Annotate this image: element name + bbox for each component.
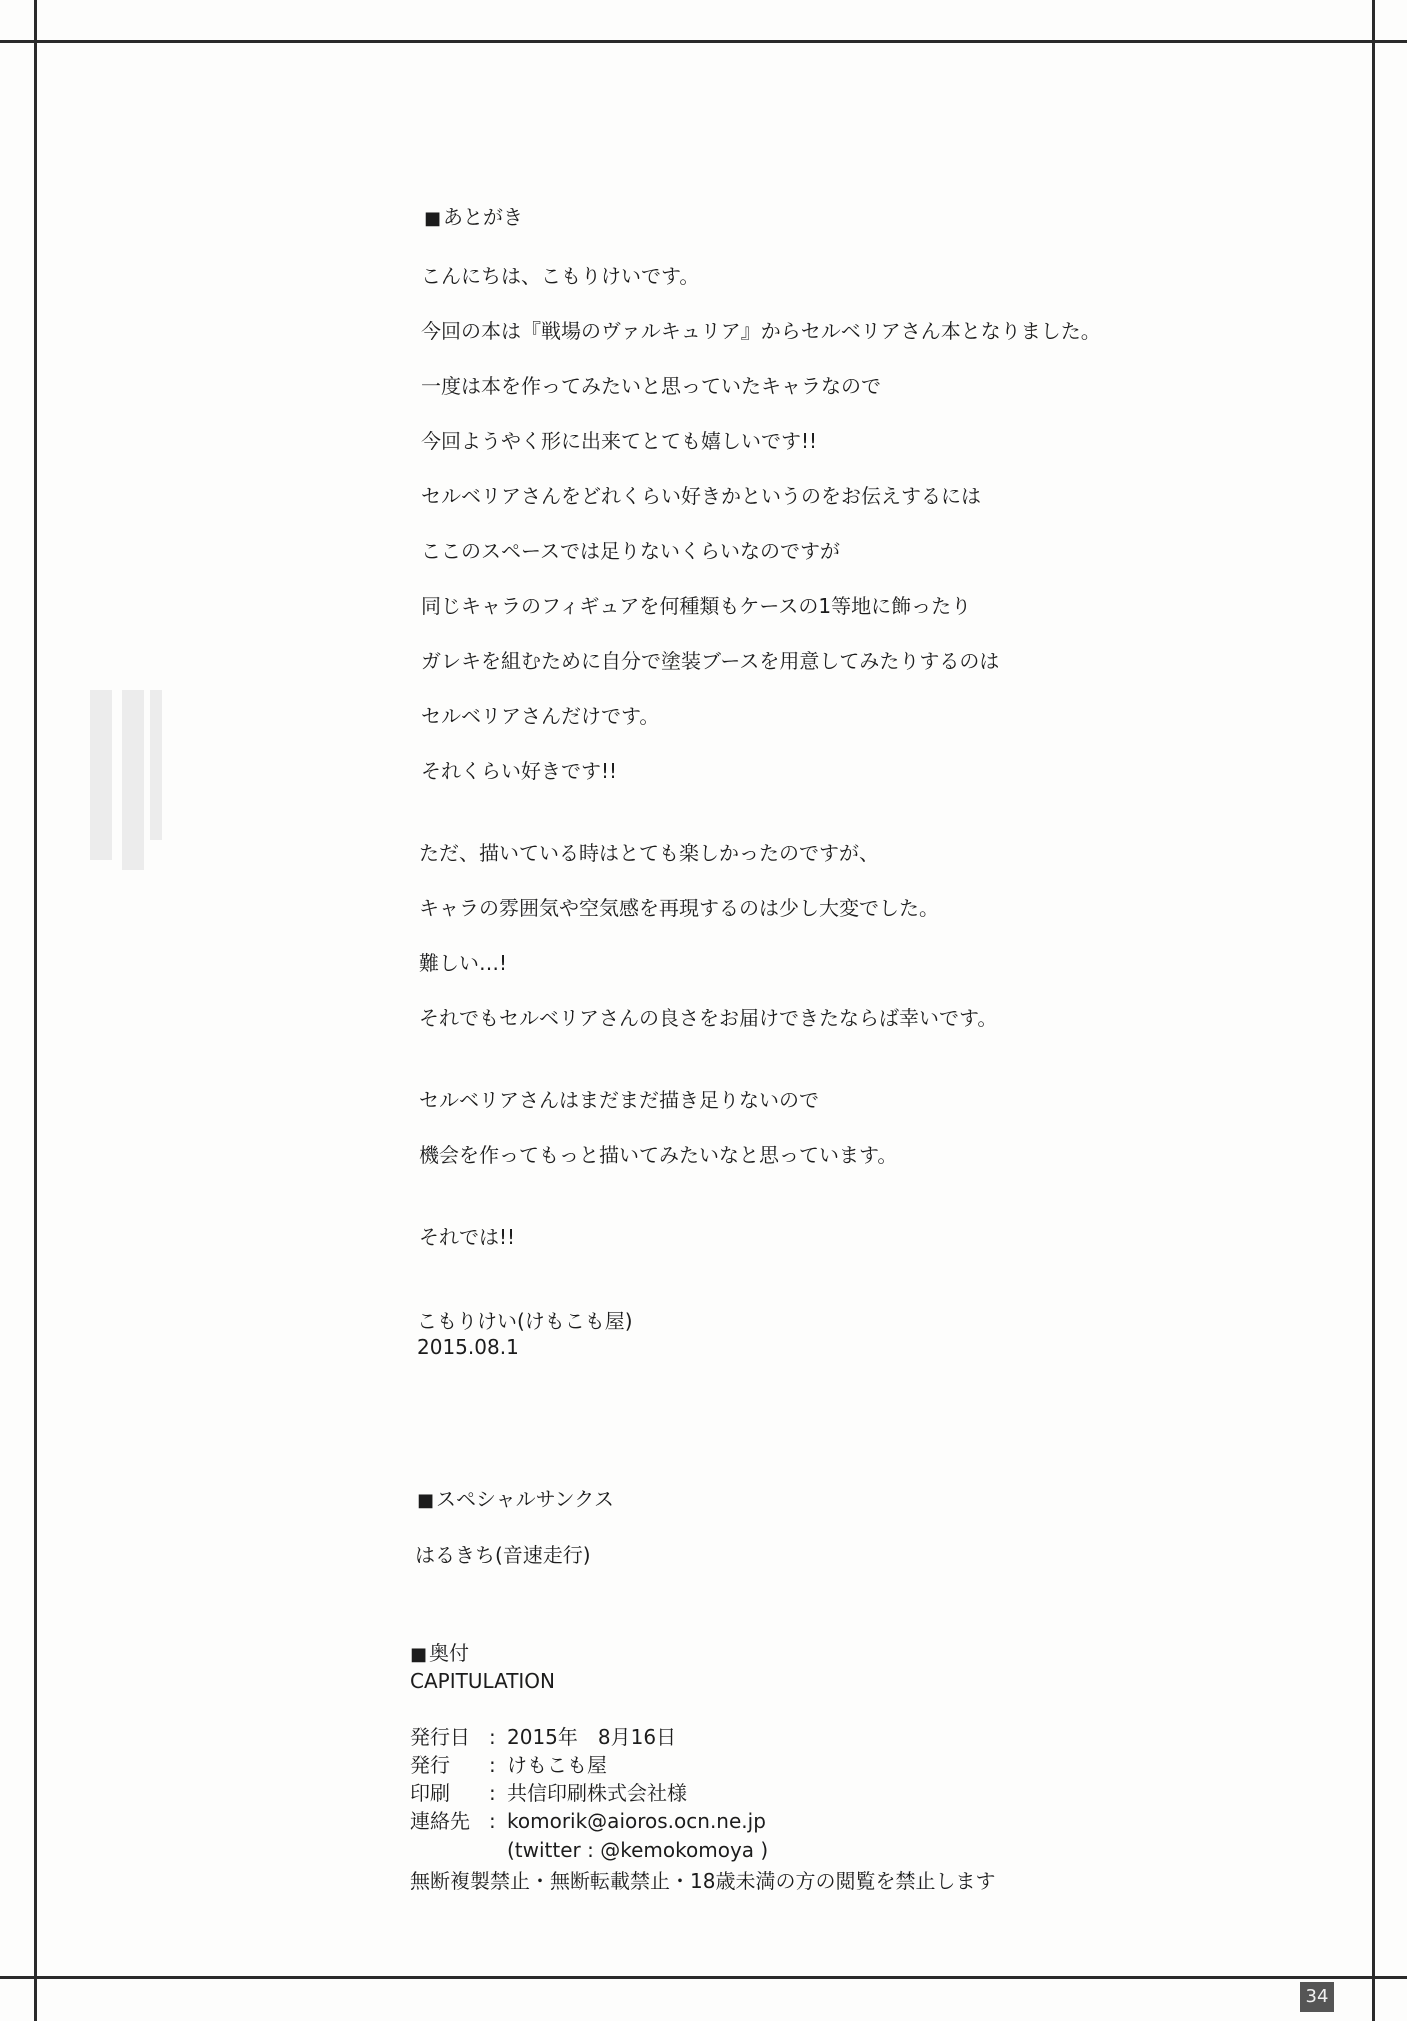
square-bullet-icon: ■	[417, 1490, 435, 1511]
frame-bottom-rule	[0, 1976, 1407, 1979]
page-number: 34	[1300, 1982, 1334, 2012]
frame-left-rule	[34, 0, 37, 2021]
colophon-row-value: けもこも屋	[507, 1753, 607, 1777]
afterword-line: ただ、描いている時はとても楽しかったのですが、	[419, 841, 879, 865]
afterword-line: それでは!!	[419, 1225, 516, 1249]
afterword-line: セルベリアさんだけです。	[421, 704, 660, 728]
afterword-line: 今回ようやく形に出来てとても嬉しいです!!	[421, 429, 818, 453]
afterword-line: キャラの雰囲気や空気感を再現するのは少し大変でした。	[419, 896, 939, 920]
colophon-row-separator: :	[489, 1725, 496, 1749]
special-thanks-name: はるきち(音速走行)	[415, 1543, 591, 1567]
afterword-line: 機会を作ってもっと描いてみたいなと思っています。	[419, 1143, 898, 1167]
frame-top-rule	[0, 40, 1407, 43]
show-through-mark	[122, 690, 144, 870]
colophon-row-label: 発行日	[410, 1725, 470, 1749]
colophon-title: CAPITULATION	[410, 1669, 556, 1693]
square-bullet-icon: ■	[410, 1644, 428, 1665]
afterword-line: それでもセルベリアさんの良さをお届けできたならば幸いです。	[419, 1006, 998, 1030]
special-thanks-heading: ■ スペシャルサンクス	[417, 1487, 615, 1511]
afterword-heading: ■ あとがき	[424, 205, 524, 229]
show-through-mark	[150, 690, 162, 840]
colophon-row-value: 2015年 8月16日	[507, 1725, 677, 1749]
afterword-line: 難しい…!	[419, 951, 508, 975]
afterword-line: セルベリアさんをどれくらい好きかというのをお伝えするには	[421, 484, 981, 508]
colophon-row-label: 発行	[410, 1753, 450, 1777]
colophon-row-separator: :	[489, 1809, 496, 1833]
afterword-line: ここのスペースでは足りないくらいなのですが	[421, 539, 840, 563]
colophon-row-separator: :	[489, 1781, 496, 1805]
afterword-line: 一度は本を作ってみたいと思っていたキャラなので	[421, 374, 881, 398]
afterword-line: こんにちは、こもりけいです。	[421, 264, 700, 288]
afterword-line: 同じキャラのフィギュアを何種類もケースの1等地に飾ったり	[421, 594, 972, 618]
colophon-notice: 無断複製禁止・無断転載禁止・18歳未満の方の閲覧を禁止します	[410, 1869, 996, 1893]
colophon-row-separator: :	[489, 1753, 496, 1777]
colophon-row-label: 連絡先	[410, 1809, 470, 1833]
colophon-row-label: 印刷	[410, 1781, 450, 1805]
afterword-line: それくらい好きです!!	[421, 759, 618, 783]
colophon-twitter: (twitter : @kemokomoya )	[507, 1838, 769, 1862]
square-bullet-icon: ■	[424, 208, 442, 229]
afterword-date: 2015.08.1	[417, 1335, 519, 1359]
colophon-row-value: komorik@aioros.ocn.ne.jp	[507, 1809, 766, 1833]
show-through-mark	[90, 690, 112, 860]
afterword-line: 今回の本は『戦場のヴァルキュリア』からセルベリアさん本となりました。	[421, 319, 1101, 343]
colophon-row-value: 共信印刷株式会社様	[507, 1781, 687, 1805]
afterword-line: セルベリアさんはまだまだ描き足りないので	[419, 1088, 819, 1112]
author-signature: こもりけい(けもこも屋)	[417, 1309, 633, 1333]
afterword-line: ガレキを組むために自分で塗装ブースを用意してみたりするのは	[421, 649, 1000, 673]
frame-right-rule	[1372, 0, 1375, 2021]
colophon-heading: ■ 奥付	[410, 1641, 470, 1665]
